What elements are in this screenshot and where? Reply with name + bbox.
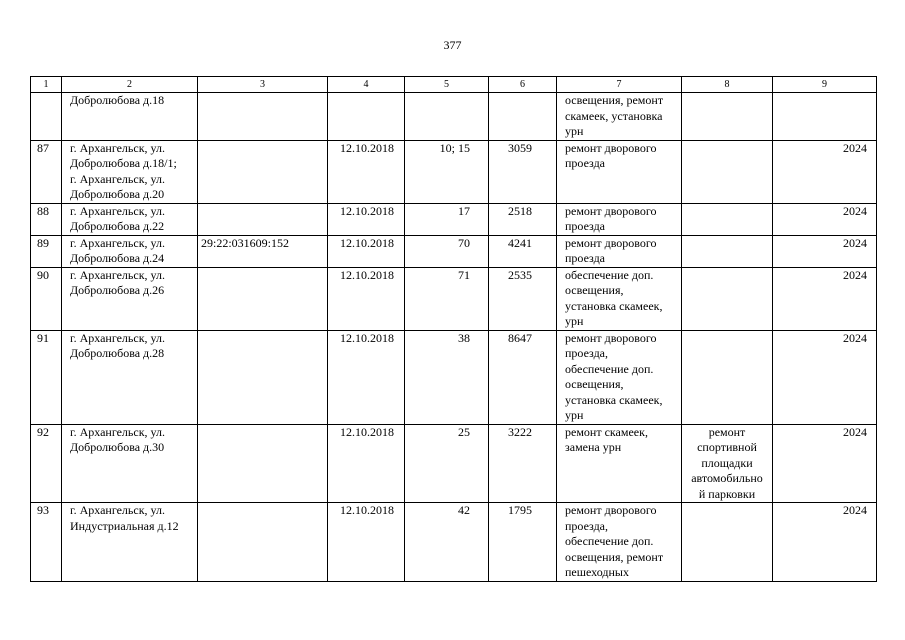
units-cell-text: 10; 15 [439,140,470,155]
address-cell [62,140,198,203]
works-cell-text: ремонт дворового проезда, обеспечение доп. освещения, установка скамеек, урн [565,330,663,422]
column-header: 8 [682,77,773,93]
address-cell [62,235,198,267]
table-row [31,330,877,424]
register-table [30,76,877,582]
row-number-cell [31,235,62,267]
additional-works-cell [682,503,773,582]
units-cell [405,424,489,503]
units-cell [405,267,489,330]
column-header: 1 [31,77,62,93]
cadastral-number-cell [198,267,328,330]
year-cell [773,203,877,235]
row-number-cell [31,424,62,503]
additional-works-cell [682,330,773,424]
date-cell [328,424,405,503]
column-header: 6 [489,77,557,93]
year-cell [773,424,877,503]
units-cell-text: 17 [458,203,470,218]
column-header: 5 [405,77,489,93]
year-cell-text: 2024 [843,140,867,155]
date-cell-text: 12.10.2018 [340,503,394,517]
column-header: 4 [328,77,405,93]
row-number-cell [31,503,62,582]
row-number-cell-text: 89 [37,235,49,250]
works-cell-text: ремонт дворового проезда [565,203,657,233]
address-cell [62,330,198,424]
area-cell-text: 1795 [508,503,532,517]
units-cell-text: 38 [458,330,470,345]
additional-works-cell [682,140,773,203]
cadastral-number-cell [198,93,328,141]
address-cell-text: г. Архангельск, ул. Индустриальная д.12 [70,503,179,533]
units-cell [405,235,489,267]
works-cell [557,140,682,203]
works-cell-text: ремонт дворового проезда, обеспечение доп. освещения, ремонт пешеходных [565,503,664,579]
date-cell [328,503,405,582]
date-cell-text: 12.10.2018 [340,330,394,345]
cadastral-number-cell [198,330,328,424]
row-number-cell-text: 91 [37,330,49,345]
address-cell [62,424,198,503]
table-row [31,424,877,503]
units-cell-text: 70 [458,235,470,250]
address-cell-text: г. Архангельск, ул. Добролюбова д.22 [70,203,165,233]
table-row [31,140,877,203]
row-number-cell [31,140,62,203]
year-cell [773,140,877,203]
row-number-cell-text: 90 [37,267,49,282]
units-cell [405,330,489,424]
cadastral-number-cell [198,503,328,582]
additional-works-cell [682,93,773,141]
cadastral-number-cell [198,140,328,203]
year-cell [773,503,877,582]
table-row [31,267,877,330]
works-cell [557,235,682,267]
year-cell-text: 2024 [843,235,867,250]
area-cell-text: 2518 [508,203,532,218]
area-cell [489,140,557,203]
area-cell [489,235,557,267]
units-cell-text: 71 [458,267,470,282]
units-cell [405,503,489,582]
address-cell-text: г. Архангельск, ул. Добролюбова д.24 [70,235,165,265]
table-row [31,503,877,582]
row-number-cell-text: 93 [37,503,49,517]
area-cell [489,267,557,330]
area-cell-text: 4241 [508,235,532,250]
date-cell [328,93,405,141]
cadastral-number-cell-text: 29:22:031609:152 [201,235,290,250]
units-cell-text: 42 [458,503,470,517]
row-number-cell [31,267,62,330]
units-cell [405,93,489,141]
date-cell [328,140,405,203]
row-number-cell [31,93,62,141]
address-cell-text: г. Архангельск, ул. Добролюбова д.18/1; г. Архангельск, ул. Добролюбова д.20 [70,140,177,201]
year-cell [773,235,877,267]
page-number: 377 [443,38,462,52]
additional-works-cell [682,235,773,267]
area-cell-text: 8647 [508,330,532,345]
row-number-cell [31,330,62,424]
area-cell-text: 3222 [508,424,532,439]
column-header: 7 [557,77,682,93]
cadastral-number-cell [198,203,328,235]
address-cell [62,267,198,330]
address-cell-text: г. Архангельск, ул. Добролюбова д.30 [70,424,165,454]
date-cell [328,330,405,424]
works-cell [557,93,682,141]
units-cell-text: 25 [458,424,470,439]
address-cell [62,203,198,235]
column-header: 9 [773,77,877,93]
row-number-cell [31,203,62,235]
date-cell [328,203,405,235]
cadastral-number-cell [198,424,328,503]
year-cell [773,330,877,424]
units-cell [405,140,489,203]
address-cell [62,93,198,141]
year-cell [773,93,877,141]
row-number-cell-text: 92 [37,424,49,439]
address-cell [62,503,198,582]
date-cell-text: 12.10.2018 [340,267,394,282]
works-cell-text: ремонт скамеек, замена урн [565,424,648,454]
area-cell [489,330,557,424]
column-number-row [31,77,877,93]
year-cell-text: 2024 [843,330,867,345]
area-cell [489,503,557,582]
date-cell [328,235,405,267]
works-cell [557,330,682,424]
additional-works-cell [682,424,773,503]
area-cell [489,203,557,235]
date-cell-text: 12.10.2018 [340,203,394,218]
cadastral-number-cell [198,235,328,267]
works-cell [557,503,682,582]
date-cell-text: 12.10.2018 [340,140,394,155]
date-cell-text: 12.10.2018 [340,424,394,439]
additional-works-cell-text: ремонт спортивной площадки автомобильно й парковки [691,424,763,501]
area-cell-text: 3059 [508,140,532,155]
address-cell-text: Добролюбова д.18 [70,93,165,107]
row-number-cell-text: 87 [37,140,49,155]
works-cell-text: обеспечение доп. освещения, установка скамеек, урн [565,267,663,328]
works-cell-text: ремонт дворового проезда [565,140,657,170]
works-cell [557,424,682,503]
table-row [31,93,877,141]
year-cell-text: 2024 [843,203,867,218]
additional-works-cell [682,267,773,330]
year-cell-text: 2024 [843,503,867,517]
table-row [31,235,877,267]
works-cell-text: освещения, ремонт скамеек, установка урн [565,93,664,138]
year-cell-text: 2024 [843,424,867,439]
works-cell [557,267,682,330]
column-header: 3 [198,77,328,93]
area-cell-text: 2535 [508,267,532,282]
table-row [31,203,877,235]
area-cell [489,93,557,141]
works-cell [557,203,682,235]
column-header: 2 [62,77,198,93]
address-cell-text: г. Архангельск, ул. Добролюбова д.28 [70,330,165,360]
works-cell-text: ремонт дворового проезда [565,235,657,265]
date-cell-text: 12.10.2018 [340,235,394,250]
year-cell [773,267,877,330]
units-cell [405,203,489,235]
address-cell-text: г. Архангельск, ул. Добролюбова д.26 [70,267,165,297]
row-number-cell-text: 88 [37,203,49,218]
date-cell [328,267,405,330]
year-cell-text: 2024 [843,267,867,282]
additional-works-cell [682,203,773,235]
area-cell [489,424,557,503]
